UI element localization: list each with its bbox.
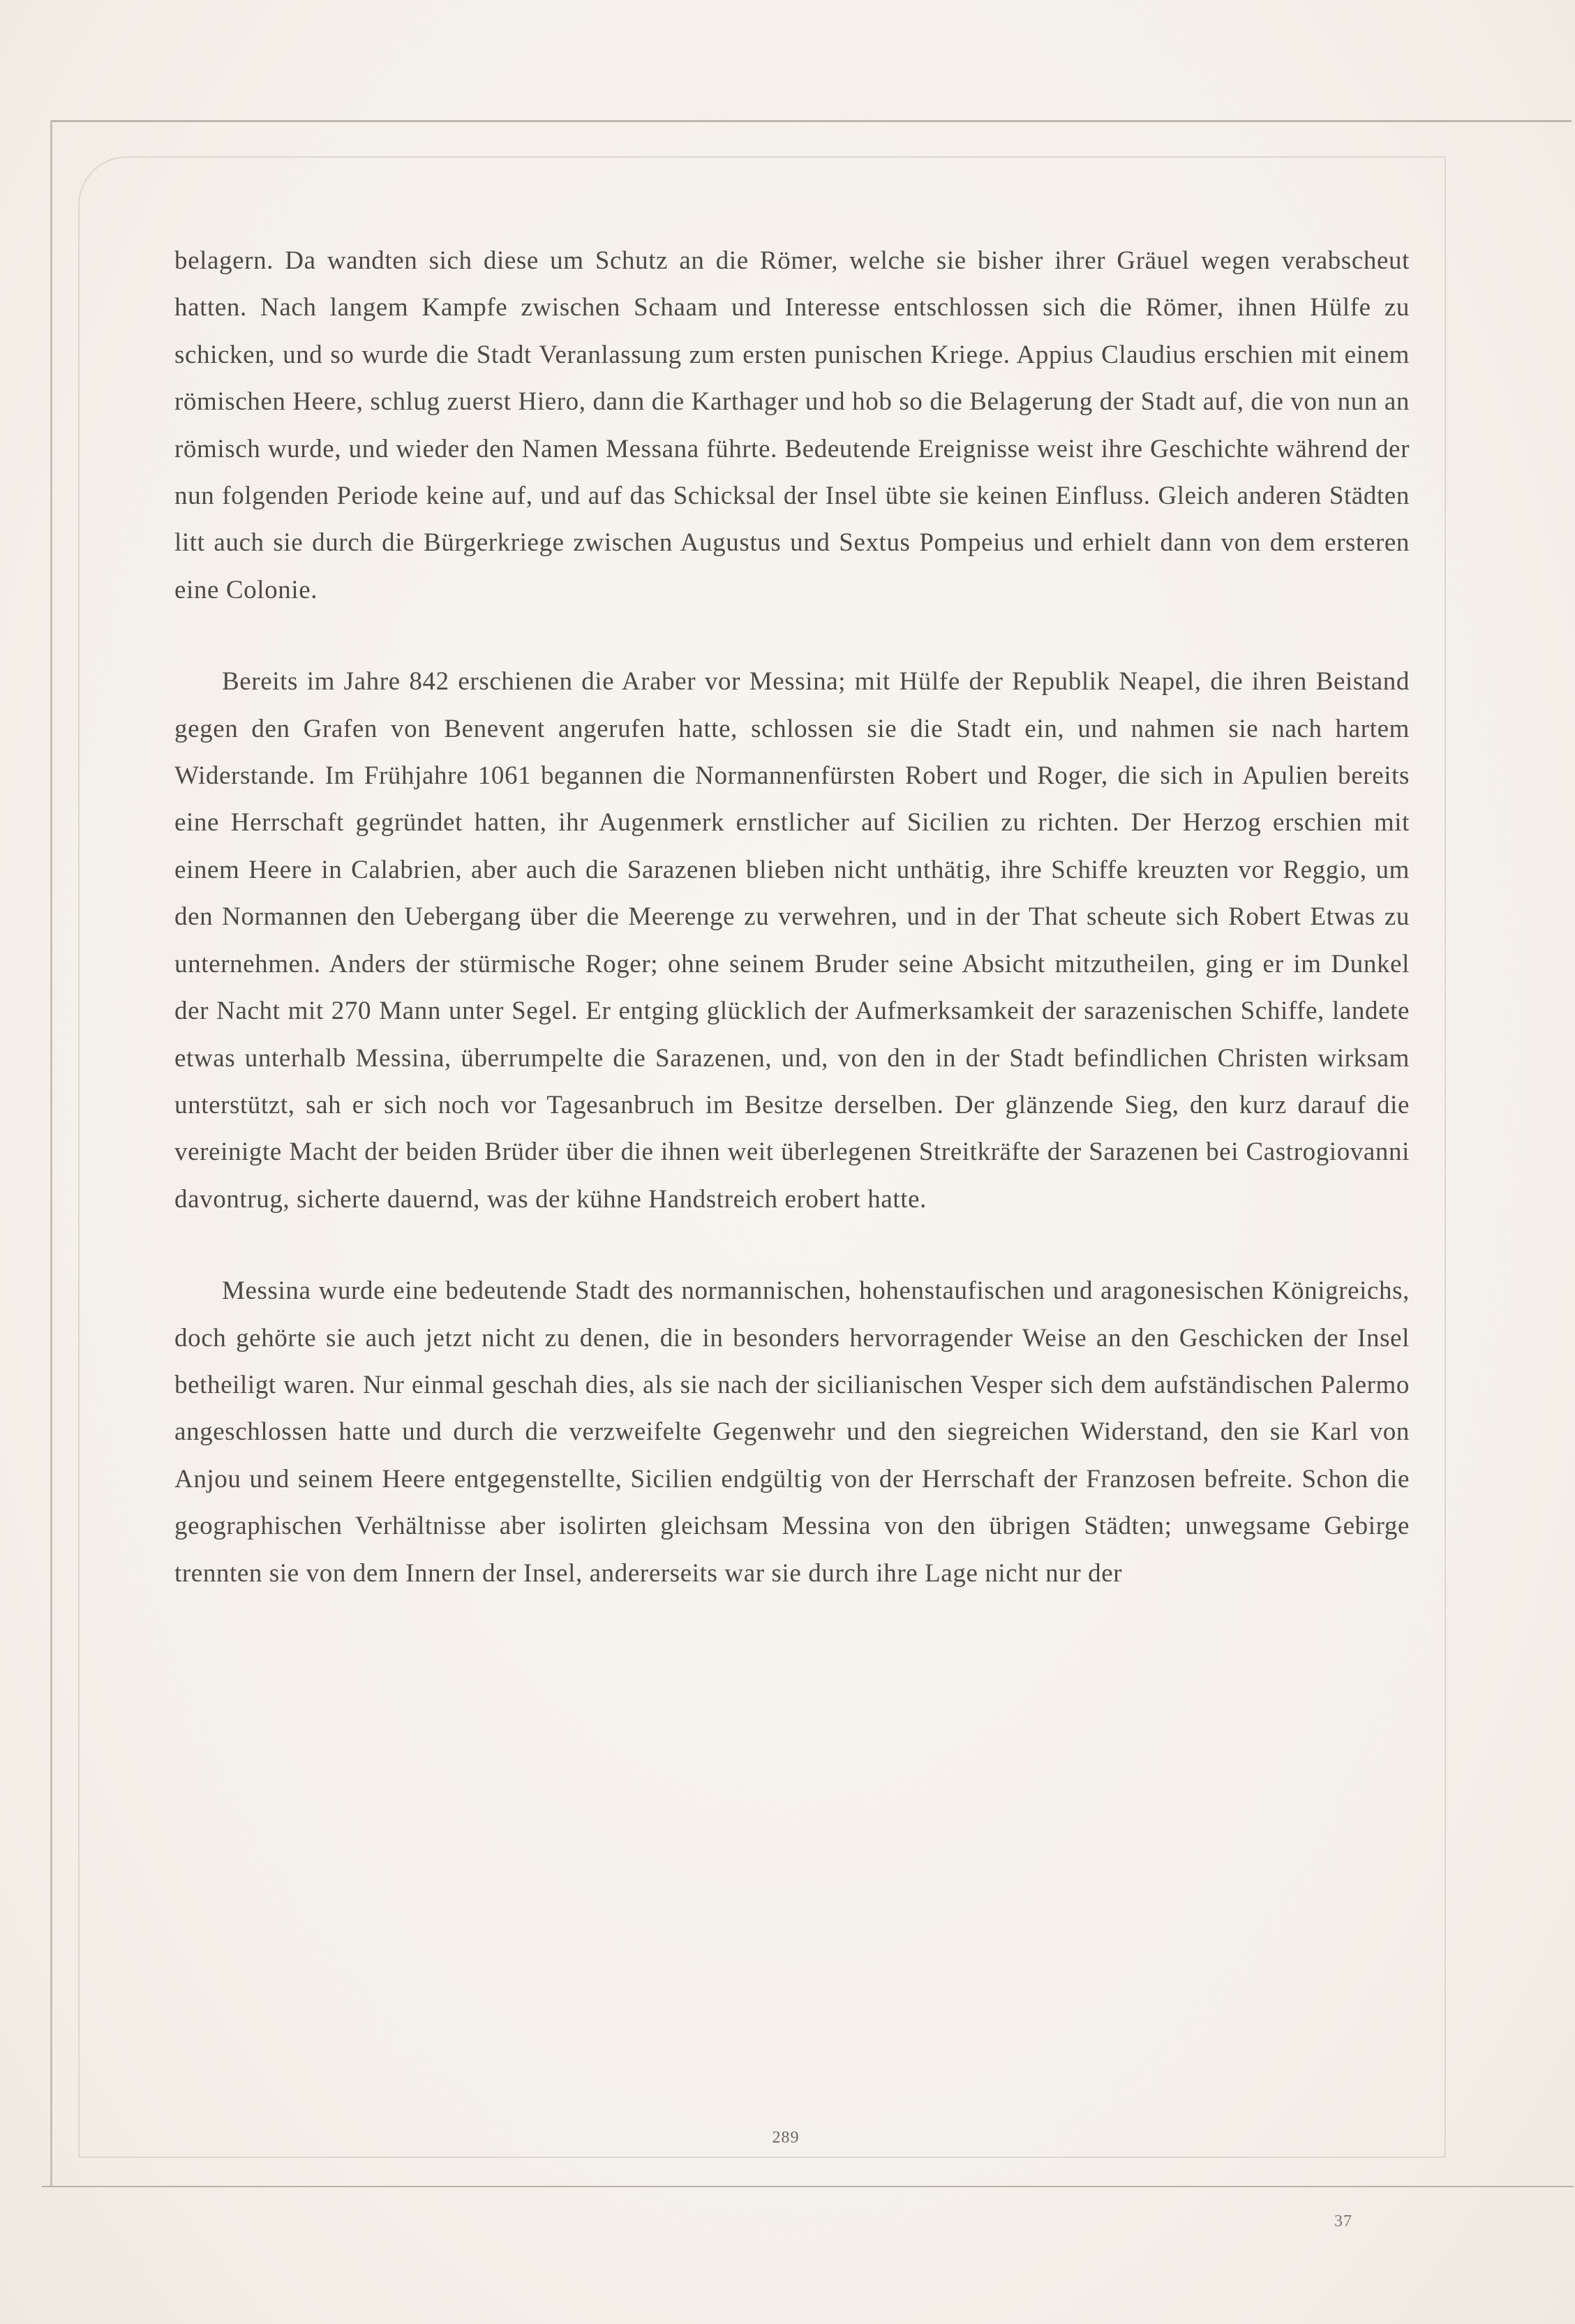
outer-rule-left — [50, 120, 52, 2186]
paragraph-2: Bereits im Jahre 842 erschienen die Araber vor Messina; mit Hülfe der Republik Neapel, die ihren Beistand gegen den Grafen von Benevent angerufen hatte, schlossen sie die Stadt ein, und nahmen sie nach hartem Widerstande. Im Frühjahre 1061 begannen die Normannenfürsten Robert und Roger, die sich in Apulien bereits eine Herrschaft gegründet hatten, ihr Augenmerk ernstlicher auf Sicilien zu richten. Der Herzog erschien mit einem Heere in Calabrien, aber auch die Sarazenen blieben nicht unthätig, ihre Schiffe kreuzten vor Reggio, um den Normannen den Uebergang über die Meerenge zu verwehren, und in der That scheute sich Robert Etwas zu unternehmen. Anders der stürmische Roger; ohne seinem Bruder seine Absicht mitzutheilen, ging er im Dunkel der Nacht mit 270 Mann unter Segel. Er entging glücklich der Aufmerksamkeit der sarazenischen Schiffe, landete etwas unterhalb Messina, überrumpelte die Sarazenen, und, von den in der Stadt befindlichen Christen wirksam unterstützt, sah er sich noch vor Tagesanbruch im Besitze derselben. Der glänzende Sieg, den kurz darauf die vereinigte Macht der beiden Brüder über die ihnen weit überlegenen Streitkräfte der Sarazenen bei Castrogiovanni davontrug, sicherte dauernd, was der kühne Handstreich erobert hatte. — [174, 667, 1410, 1214]
body-text — [174, 237, 1410, 1597]
outer-rule-top — [50, 120, 1572, 122]
paragraph-1: belagern. Da wandten sich diese um Schutz an die Römer, welche sie bisher ihrer Gräuel wegen verabscheut hatten. Nach langem Kampfe zwischen Schaam und Interesse entschlossen sich die Römer, ihnen Hülfe zu schicken, und so wurde die Stadt Veranlassung zum ersten punischen Kriege. Appius Claudius erschien mit einem römischen Heere, schlug zuerst Hiero, dann die Karthager und hob so die Belagerung der Stadt auf, die von nun an römisch wurde, und wieder den Namen Messana führte. Bedeutende Ereignisse weist ihre Geschichte während der nun folgenden Periode keine auf, und auf das Schicksal der Insel übte sie keinen Einfluss. Gleich anderen Städten litt auch sie durch die Bürgerkriege zwischen Augustus und Sextus Pompeius und erhielt dann von dem ersteren eine Colonie. — [174, 246, 1410, 604]
paragraph-3: Messina wurde eine bedeutende Stadt des normannischen, hohenstaufischen und aragonesischen Königreichs, doch gehörte sie auch jetzt nicht zu denen, die in besonders hervorragender Weise an den Geschicken der Insel betheiligt waren. Nur einmal geschah dies, als sie nach der sicilianischen Vesper sich dem aufständischen Palermo angeschlossen hatte und durch die verzweifelte Gegenwehr und den siegreichen Widerstand, den sie Karl von Anjou und seinem Heere entgegenstellte, Sicilien endgültig von der Herrschaft der Franzosen befreite. Schon die geographischen Verhältnisse aber isolirten gleichsam Messina von den übrigen Städten; unwegsame Gebirge trennten sie von dem Innern der Insel, andererseits war sie durch ihre Lage nicht nur der — [174, 1276, 1410, 1588]
sheet-number: 37 — [1334, 2212, 1352, 2230]
page-number: 289 — [772, 2129, 800, 2147]
outer-rule-bottom — [42, 2186, 1574, 2187]
